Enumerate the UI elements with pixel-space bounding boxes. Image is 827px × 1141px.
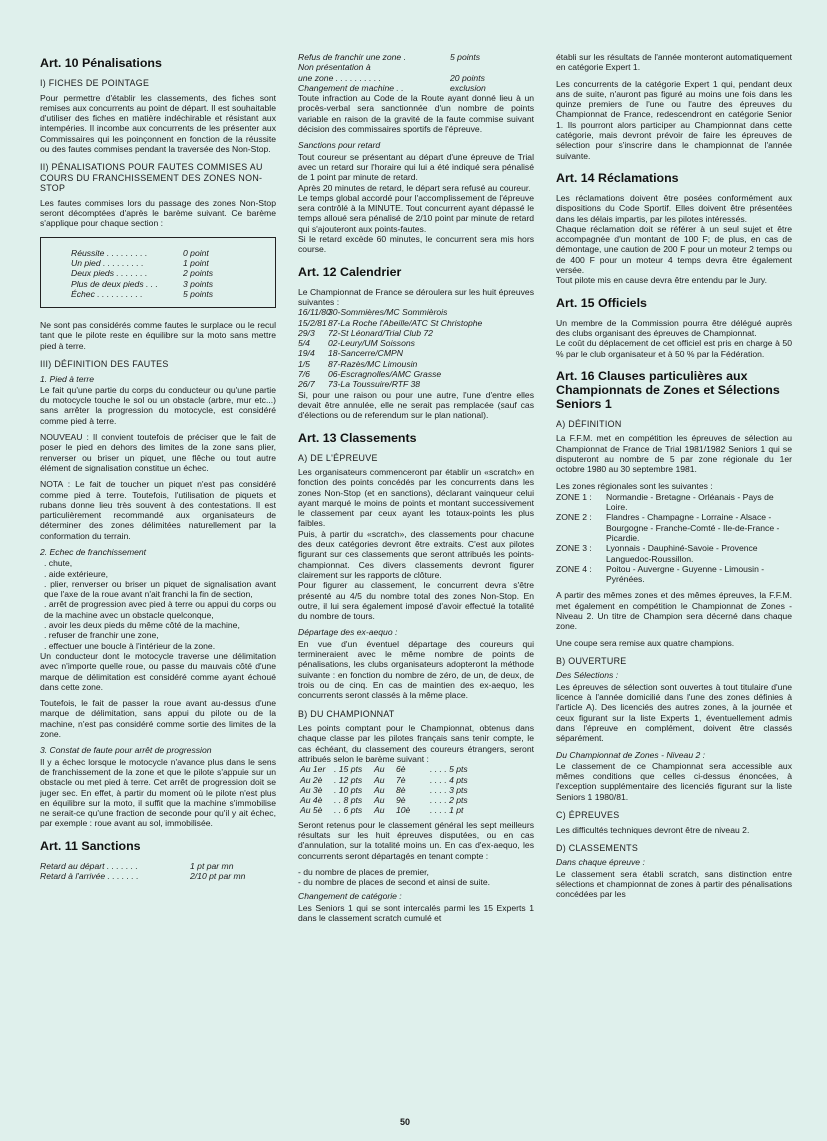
paragraph: Le Championnat de France se déroulera sur les huit épreuves suivantes : (298, 286, 534, 307)
sanction-row: une zone . . . . . . . . . . 20 points (298, 72, 485, 83)
list-item: . avoir les deux pieds du même côté de la machine, (44, 620, 240, 631)
paragraph: Le classement de ce Championnat sera accessible aux mêmes conditions que celles ci-dessus énoncées, à l'exception supplémentaire des licenciés figurant sur la liste Seniors 1 1980/81. (556, 760, 792, 802)
calendar-date: 7/6 (298, 369, 310, 380)
heading-art11: Art. 11 Sanctions (40, 838, 141, 853)
page-number: 50 (400, 1117, 411, 1127)
subtitle-echec: 2. Echec de franchissement (40, 547, 147, 557)
heading-art10: Art. 10 Pénalisations (40, 56, 162, 70)
calendar-date: 15/2/81 (298, 317, 327, 328)
scale-row: Plus de deux pieds . . . 3 points (71, 278, 214, 289)
paragraph: Les points comptant pour le Championnat, obtenus dans chaque classe par les pilotes français sans tenir compte, le cas échéant, du classement des coureurs étrangers, seront attribués selon le barème suivant : (298, 723, 534, 764)
paragraph: Une coupe sera remise aux quatre champions. (556, 637, 735, 648)
sanction-row: Retard à l'arrivée . . . . . . . 2/10 pt par mn (40, 871, 246, 882)
calendar-event: 30-Sommières/MC Sommièrois (328, 307, 448, 318)
list-item: . arrêt de progression avec pied à terre ou appui du corps ou de la machine avec un obstacle quelconque, (44, 599, 276, 620)
heading-art15: Art. 15 Officiels (556, 295, 647, 310)
paragraph: En vue d'un éventuel départage des coureurs qui termineraient avec le même nombre de points de pénalisations, les clubs organisateurs adopteront la méthode suivante : en fonction du nombre de zéro, de un, de deux, de trois ou de cinq. En cas de maintien des ex-aequo, les concurrents seront classés à la même place. (298, 638, 534, 701)
list-item: - du nombre de places de second et ainsi de suite. (298, 877, 491, 888)
paragraph: La F.F.M. met en compétition les épreuves de sélection au Championnat de France de Trial 1981/1982 Seniors 1 qui se disputeront au nombre de 5 par zone régionale du 1er octobre 1980 au 30 septembre 1981. (556, 433, 792, 475)
sanction-row: Retard au départ . . . . . . . 1 pt par mn (40, 860, 234, 871)
calendar-date: 5/4 (298, 338, 310, 349)
subtitle-retard: Sanctions pour retard (298, 140, 381, 151)
subtitle-constat: 3. Constat de faute pour arrêt de progression (40, 745, 212, 756)
scale-row: Échec . . . . . . . . . . 5 points (71, 288, 214, 299)
calendar-event: 72-St Léonard/Trial Club 72 (328, 327, 433, 338)
points-table: Au 1er . 15 pts Au 6è . . . . 5 pts Au 2è . 12 pts Au 7è . . . . 4 pts Au 3è . 10 pts Au 8è . . . . 3 pts Au 4è . . 8 pts Au 9è . . . . 2 pts Au 5è . . 6 pts Au 10è . . . . 1 pt (300, 764, 468, 816)
list-item: . effectuer une boucle à l'intérieur de la zone. (44, 640, 216, 651)
scale-box (40, 237, 276, 308)
zone-list: ZONE 1 : Normandie - Bretagne - Orléanais - Pays de Loire. ZONE 2 : Flandres - Champagne - Lorraine - Alsace - Bourgogne - Franche-Comté - Ile-de-France - Picardie. ZONE 3 : Lyonnais - Dauphiné-Savoie - Provence Languedoc-Roussillon. ZONE 4 : Poitou - Auvergne - Guyenne - Limousin - Pyrénées. (556, 491, 780, 585)
paragraph: Il y a échec lorsque le motocycle n'avance plus dans le sens de franchissement de la zone et que le pilote s'appuie sur un obstacle ou met pied à terre. Cet arrêt de progression doit se juger sec. En effet, à partir du moment où le pilote n'est plus en équilibre sur la moto, il suffit que la machine s'immobilise ne serait-ce qu'une fraction de seconde pour qu'il y ait échec, par exemple : roue avant au sol, immobilisée. (40, 756, 276, 829)
subheading-definition: III) DÉFINITION DES FAUTES (40, 359, 169, 370)
paragraph: Les zones régionales sont les suivantes : (556, 480, 713, 491)
scale-row: Deux pieds . . . . . . . 2 points (71, 268, 214, 279)
paragraph: Si, pour une raison ou pour une autre, l'une d'entre elles devait être annulée, elle ne serait pas remplacée (sauf cas d'élections ou de referendum sur le plan national). (298, 389, 534, 421)
paragraph: Un conducteur dont le motocycle traverse une délimitation avec n'importe quelle roue, ou passe du mauvais côté d'une marque de délimitation est considéré comme ayant échoué dans cette zone. (40, 650, 276, 692)
subheading-definition: A) DÉFINITION (556, 418, 622, 429)
subtitle-selections: Des Sélections : (556, 670, 619, 681)
calendar-list (298, 307, 534, 317)
paragraph: Les difficultés techniques devront être de niveau 2. (556, 824, 750, 835)
paragraph: Un membre de la Commission pourra être délégué auprès des clubs organisant des épreuves de Championnat. (556, 317, 792, 338)
paragraph: Chaque réclamation doit se référer à un seul sujet et être accompagnée d'un montant de 100 F; de plus, en cas de démontage, une caution de 200 F pour un moteur 2 temps ou de 400 F pour un moteur 4 temps devra être également versée. (556, 223, 792, 276)
paragraph: Après 20 minutes de retard, le départ sera refusé au coureur. (298, 182, 531, 193)
subheading-fiches: I) FICHES DE POINTAGE (40, 78, 150, 88)
paragraph: Le classement sera établi scratch, sans distinction entre sélections et championnat de zones à partir des pénalisations concédées par les (556, 868, 792, 900)
scale-row: Réussite . . . . . . . . . 0 point (71, 247, 209, 258)
paragraph: Si le retard excède 60 minutes, le concurrent sera mis hors course. (298, 234, 534, 255)
calendar-date: 29/3 (298, 327, 315, 338)
calendar-list (298, 318, 534, 390)
subheading-epreuve: A) DE L'ÉPREUVE (298, 452, 378, 463)
paragraph: Toute infraction au Code de la Route ayant donné lieu à un procès-verbal sera sanctionnée d'un nombre de points variable en raison de la gravité de la faute commise suivant décision des commissaires sportifs de l'épreuve. (298, 93, 534, 135)
subtitle-pied: 1. Pied à terre (40, 373, 94, 384)
paragraph: Pour permettre d'établir les classements, des fiches sont remises aux concurrents au point de départ. Il est souhaitable d'utiliser des fiches en matière indéchirable et résistant aux intempéries. Il incombe aux concurrents de les présenter aux Commissaires qui les poinçonnent en fonction de la réussite ou des fautes commises pendant la traversée des Non-Stop. (40, 92, 276, 154)
paragraph: Les organisateurs commenceront par établir un «scratch» en fonction des points concédés par les concurrents dans les zones Non-Stop (et en sanctions), déclarant vainqueur celui ayant marqué le moins de points et montant successivement le classement par ceux ayant les totaux-points les plus faibles. (298, 467, 534, 529)
paragraph: Les fautes commises lors du passage des zones Non-Stop seront décomptées d'après le barème suivant. Ce barème s'applique pour chaque section : (40, 197, 276, 229)
list-item: . plier, renverser ou briser un piquet de signalisation avant que l'axe de la roue avant n'ait franchi la fin de section, (44, 578, 276, 600)
heading-art16: Art. 16 Clauses particulières aux Championnats de Zones et Sélections Seniors 1 (556, 368, 780, 411)
calendar-date: 1/5 (298, 358, 310, 369)
paragraph: établi sur les résultats de l'année monteront automatiquement en catégorie Expert 1. (556, 52, 792, 73)
calendar-event: 02-Leury/UM Soissons (328, 338, 415, 349)
heading-art12: Art. 12 Calendrier (298, 264, 402, 279)
subheading-epreuves: C) ÉPREUVES (556, 810, 620, 821)
paragraph-nota: NOTA : Le fait de toucher un piquet n'est pas considéré comme pied à terre. Toutefois, l'utilisation de piquets et rubans donne lieu très souvent à des contestations. Il est particulièrement recommandé aux organisateurs de déterminer des zones délimitées naturellement par la conformation du terrain. (40, 479, 276, 541)
paragraph: Le coût du déplacement de cet officiel est pris en charge à 50 % par le club organisateur et à 50 % par la Fédération. (556, 338, 792, 359)
calendar-event: 87-La Roche l'Abeille/ATC St Christophe (328, 317, 483, 328)
list-item: - du nombre de places de premier, (298, 866, 429, 877)
paragraph: Tout pilote mis en cause devra être entendu par le Jury. (556, 275, 767, 286)
paragraph: Les réclamations doivent être posées conformément aux dispositions du Code Sportif. Elles doivent être présentées dans les délais impartis, par les pilotes intéressés. (556, 192, 792, 224)
subtitle-changement: Changement de catégorie : (298, 891, 402, 902)
calendar-event: 18-Sancerre/CMPN (328, 348, 403, 359)
heading-art14: Art. 14 Réclamations (556, 170, 679, 185)
calendar-event: 73-La Toussuire/RTF 38 (328, 379, 421, 390)
subtitle-chaque-epreuve: Dans chaque épreuve : (556, 857, 645, 868)
subheading-classements: D) CLASSEMENTS (556, 842, 639, 853)
paragraph: Les concurrents de la catégorie Expert 1 qui, pendant deux ans de suite, n'auront pas figuré au moins une fois dans les quinze premiers de l'une ou l'autre des épreuves du Championnat de France, redescendront en catégorie Senior 1. Ils pourront alors participer au Championnat dans cette catégorie, mais devront prévoir de faire les épreuves de sélection pour s'inscrire dans le championnat de l'année suivante. (556, 78, 792, 161)
heading-art13: Art. 13 Classements (298, 430, 417, 445)
paragraph: Puis, à partir du «scratch», des classements pour chacune des deux catégories devront être extraits. C'est aux pilotes figurant sur ces classements que seront attribués les points-championnat. Ces divers classements devront figurer clairement sur les rapports de clôture. (298, 528, 534, 580)
sanction-row: Non présentation à (298, 62, 371, 73)
list-item: . refuser de franchir une zone, (44, 630, 159, 641)
calendar-event: 87-Razès/MC Limousin (328, 358, 418, 369)
sanction-row: Changement de machine . . exclusion (298, 82, 486, 93)
column-right (556, 52, 792, 1101)
paragraph: Tout coureur se présentant au départ d'une épreuve de Trial avec un retard sur l'horaire qui lui a été indiqué sera pénalisé de 1 point par minute de retard. (298, 151, 534, 183)
paragraph: Toutefois, le fait de passer la roue avant au-dessus d'une marque de délimitation, sans appui du pilote ou de la machine, n'est pas considéré comme sortie des limites de la zone. (40, 698, 276, 740)
paragraph: Les épreuves de sélection sont ouvertes à tout titulaire d'une licence à l'année domicilié dans l'une des zones définies à l'article A). Des licenciés des autres zones, à la journée et ceux figurant sur la liste Experts 1, éventuellement admis dans l'épreuve en complément, doivent être classés séparément. (556, 681, 792, 744)
subtitle-departage: Départage des ex-aequo : (298, 627, 398, 638)
scale-row: Un pied . . . . . . . . . 1 point (71, 257, 209, 268)
paragraph: Le fait qu'une partie du corps du conducteur ou qu'une partie du motocycle touche le sol ou un obstacle (arbre, mur etc...) sans arrêter la progression du motocycle, est considéré comme pied à terre. (40, 384, 276, 426)
calendar-date: 16/11/80 (298, 307, 331, 318)
list-item: . chute, (44, 558, 73, 569)
subheading-penalisations: II) PÉNALISATIONS POUR FAUTES COMMISES AU COURS DU FRANCHISSEMENT DES ZONES NON-STOP (40, 162, 263, 194)
paragraph-nouveau: NOUVEAU : Il convient toutefois de préciser que le fait de poser le pied en dehors des limites de la zone sans plier, renverser ou briser un piquet, une flêche ou tout autre élément de signalisation constitue un échec. (40, 432, 276, 473)
subtitle-championnat-zones: Du Championnat de Zones - Niveau 2 : (556, 749, 706, 760)
paragraph: Pour figurer au classement, le concurrent devra s'être présenté au 4/5 du nombre total des zones Non-Stop. En outre, il lui sera également imposé d'avoir effectué la totalité du nombre de tours. (298, 580, 534, 622)
calendar-date: 26/7 (298, 379, 315, 390)
sanction-row: Refus de franchir une zone . 5 points (298, 52, 481, 62)
subheading-ouverture: B) OUVERTURE (556, 655, 627, 666)
paragraph: Les Seniors 1 qui se sont intercalés parmi les 15 Experts 1 dans le classement scratch cumulé et (298, 902, 534, 924)
calendar-event: 06-Escragnolles/AMC Grasse (328, 369, 442, 380)
paragraph: Le temps global accordé pour l'accomplissement de l'épreuve sera contrôlé à la MINUTE. Tout concurrent ayant dépassé le temps alloué sera pénalisé de 2/10 point par minute de retard qui s'ajouteront aux points-fautes. (298, 192, 534, 234)
subheading-championnat: B) DU CHAMPIONNAT (298, 708, 395, 719)
paragraph: Ne sont pas considérés comme fautes le surplace ou le recul tant que le pilote reste en équilibre sur la moto sans mettre pied à terre. (40, 320, 276, 351)
column-left (40, 52, 276, 1101)
list-item: . aide extérieure, (44, 568, 109, 579)
calendar-date: 19/4 (298, 348, 315, 359)
paragraph: Seront retenus pour le classement général les sept meilleurs résultats sur les huit épreuves disputées, ou en cas d'annulation, sur la totalité moins un. En cas d'ex-aequo, les concurrents seront départagés en tenant compte : (298, 819, 534, 861)
column-middle (298, 52, 534, 1101)
paragraph: A partir des mêmes zones et des mêmes épreuves, la F.F.M. met également en compétition le Championnat de Zones - Niveau 2. Un titre de Champion sera décerné dans chaque zone. (556, 590, 792, 632)
